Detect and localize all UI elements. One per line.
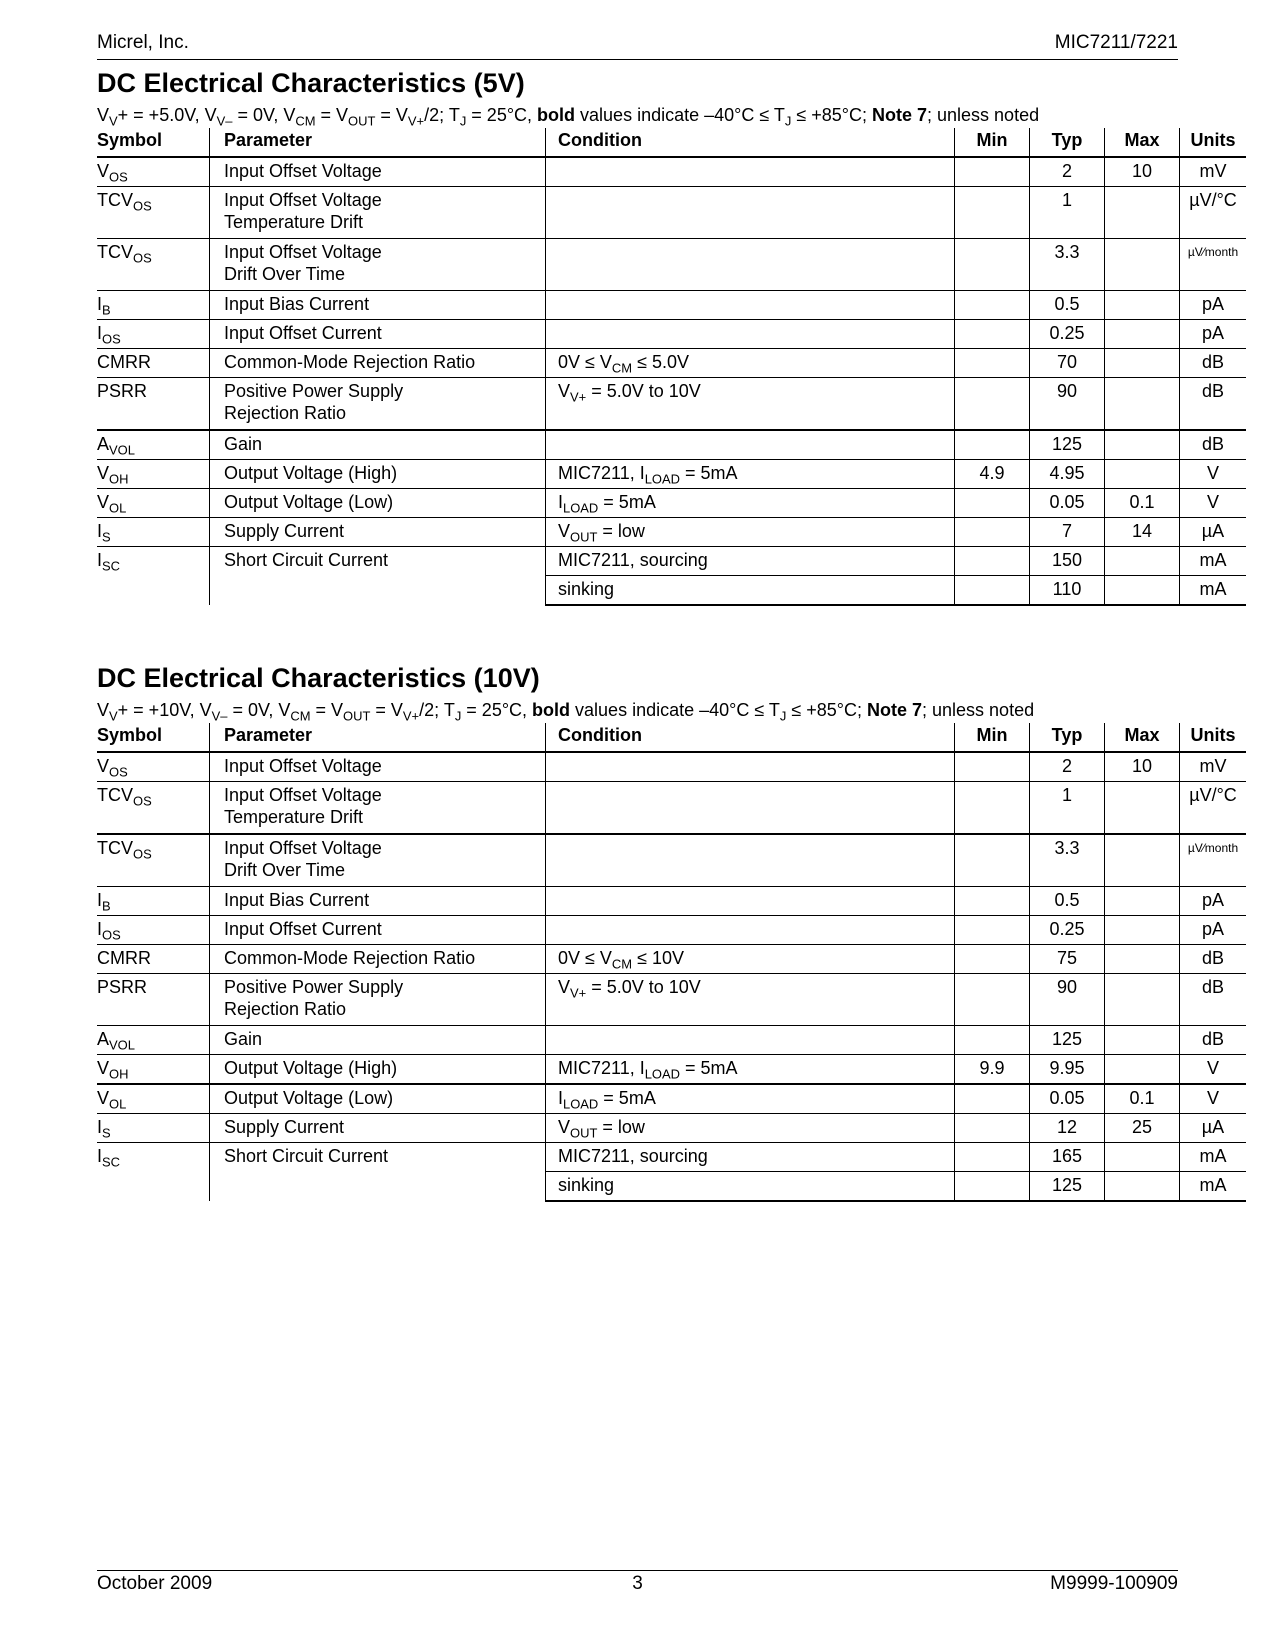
spec-table-10v bbox=[97, 723, 1246, 1202]
page-footer bbox=[97, 1573, 1178, 1599]
section-10v bbox=[97, 661, 1239, 1202]
table-row: $V_{OL}$ Output Voltage (Low) $I_{LOAD} = 5mA$ 0.05 0.1 V bbox=[97, 1084, 1246, 1114]
table-row: CMRR Common-Mode Rejection Ratio $0V \le V_{CM} \le 5.0V$ 70 dB bbox=[97, 349, 1246, 378]
table-row: $I_{SC}$ Short Circuit Current MIC7211, sourcing 165 mA bbox=[97, 1143, 1246, 1172]
footer-date: October 2009 bbox=[97, 1573, 213, 1594]
test-conditions: $V_V+ = +5.0V$, $V_{V-} = 0V$, $V_{CM} = V_{OUT} = V_{V+}/2$; $T_J = 25^\circ C$, bold values indicate $-40^\circ C \le T_J \le +85^\circ C$; Note 7; unless noted bbox=[97, 105, 1040, 129]
document-id: M9999-100909 bbox=[1050, 1573, 1178, 1594]
section-title: DC Electrical Characteristics (10V) bbox=[97, 663, 540, 693]
section-5v bbox=[97, 66, 1239, 606]
test-conditions: $V_V+ = +10V$, $V_{V-} = 0V$, $V_{CM} = V_{OUT} = V_{V+}/2$; $T_J = 25^\circ C$, bold values indicate $-40^\circ C \le T_J \le +85^\circ C$; Note 7; unless noted bbox=[97, 700, 1035, 724]
table-row: $V_{OH}$ Output Voltage (High) MIC7211, $I_{LOAD} = 5mA$ 4.9 4.95 V bbox=[97, 460, 1246, 489]
table-header-row: Symbol Parameter Condition Min Typ Max Units bbox=[97, 128, 1246, 157]
table-row: sinking 110 mA bbox=[97, 576, 1246, 606]
table-row: $V_{OL}$ Output Voltage (Low) $I_{LOAD} = 5mA$ 0.05 0.1 V bbox=[97, 489, 1246, 518]
table-row: $A_{VOL}$ Gain 125 dB bbox=[97, 1026, 1246, 1055]
table-row: PSRR Positive Power Supply Rejection Ratio $V_{V+} = 5.0V$ to 10V 90 dB bbox=[97, 974, 1246, 1026]
page-number: 3 bbox=[632, 1573, 643, 1594]
table-row: PSRR Positive Power Supply Rejection Ratio $V_{V+} = 5.0V$ to 10V 90 dB bbox=[97, 378, 1246, 431]
table-row: $V_{OS}$ Input Offset Voltage 2 10 mV bbox=[97, 752, 1246, 782]
table-row: sinking 125 mA bbox=[97, 1172, 1246, 1202]
table-row: $I_S$ Supply Current $V_{OUT}$ = low 12 25 µA bbox=[97, 1114, 1246, 1143]
page-header bbox=[97, 32, 1178, 60]
table-row: $V_{OH}$ Output Voltage (High) MIC7211, $I_{LOAD} = 5mA$ 9.9 9.95 V bbox=[97, 1055, 1246, 1085]
company-name: Micrel, Inc. bbox=[97, 32, 189, 53]
table-row: $I_{SC}$ Short Circuit Current MIC7211, sourcing 150 mA bbox=[97, 547, 1246, 576]
table-row: $I_{OS}$ Input Offset Current 0.25 pA bbox=[97, 320, 1246, 349]
section-title: DC Electrical Characteristics (5V) bbox=[97, 68, 525, 98]
table-row: $V_{OS}$ Input Offset Voltage 2 10 mV bbox=[97, 157, 1246, 187]
table-row: $TCV_{OS}$ Input Offset Voltage Drift Over Time 3.3 µV⁄month bbox=[97, 239, 1246, 291]
table-row: CMRR Common-Mode Rejection Ratio $0V \le V_{CM} \le 10V$ 75 dB bbox=[97, 945, 1246, 974]
table-row: $TCV_{OS}$ Input Offset Voltage Temperature Drift 1 µV/°C bbox=[97, 187, 1246, 239]
table-header-row: Symbol Parameter Condition Min Typ Max Units bbox=[97, 723, 1246, 752]
table-row: $TCV_{OS}$ Input Offset Voltage Temperature Drift 1 µV/°C bbox=[97, 782, 1246, 835]
spec-table-5v bbox=[97, 128, 1246, 606]
table-row: $A_{VOL}$ Gain 125 dB bbox=[97, 430, 1246, 460]
table-row: $I_B$ Input Bias Current 0.5 pA bbox=[97, 291, 1246, 320]
table-row: $I_B$ Input Bias Current 0.5 pA bbox=[97, 887, 1246, 916]
table-row: $I_S$ Supply Current $V_{OUT}$ = low 7 14 µA bbox=[97, 518, 1246, 547]
table-row: $TCV_{OS}$ Input Offset Voltage Drift Over Time 3.3 µV⁄month bbox=[97, 834, 1246, 887]
footer-rule bbox=[97, 1570, 1178, 1571]
part-number: MIC7211/7221 bbox=[1054, 32, 1178, 53]
table-row: $I_{OS}$ Input Offset Current 0.25 pA bbox=[97, 916, 1246, 945]
header-rule bbox=[97, 59, 1178, 60]
